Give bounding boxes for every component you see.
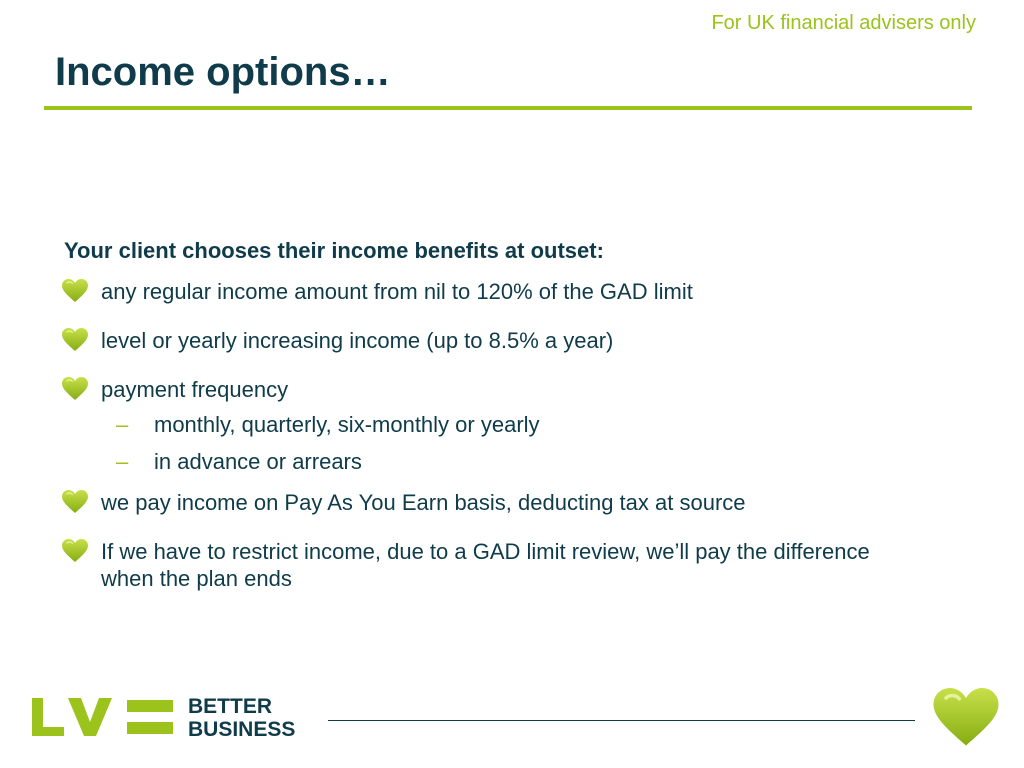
sub-bullet-text: in advance or arrears	[154, 449, 362, 474]
heart-icon	[62, 279, 88, 303]
bullet-item	[64, 376, 924, 475]
brand-tagline	[188, 695, 295, 741]
bullet-text: If we have to restrict income, due to a GAD limit review, we’ll pay the difference when the plan ends	[101, 539, 870, 591]
heart-icon	[62, 490, 88, 514]
bullet-item	[64, 278, 924, 305]
heart-icon	[933, 688, 999, 748]
sub-bullet-item	[101, 448, 924, 475]
tagline-line-2: BUSINESS	[188, 718, 296, 741]
title-divider	[44, 106, 972, 110]
heart-icon	[62, 539, 88, 563]
bullet-item	[64, 538, 924, 592]
sub-bullet-text: monthly, quarterly, six-monthly or yearly	[154, 412, 540, 437]
bullet-text: any regular income amount from nil to 120% of the GAD limit	[101, 279, 693, 304]
disclaimer-text: For UK financial advisers only	[711, 12, 976, 34]
lv-logo	[30, 696, 175, 738]
footer-divider	[328, 720, 915, 721]
bullet-item	[64, 489, 924, 516]
dash-bullet: –	[116, 449, 129, 474]
bullet-text: level or yearly increasing income (up to 8.5% a year)	[101, 328, 614, 353]
heart-icon	[62, 377, 88, 401]
content-body	[64, 238, 924, 614]
bullet-text: we pay income on Pay As You Earn basis, deducting tax at source	[101, 490, 746, 515]
lead-text: Your client chooses their income benefits at outset:	[64, 238, 604, 263]
page-title: Income options…	[55, 50, 391, 94]
sub-bullet-list	[101, 411, 924, 475]
dash-bullet: –	[116, 412, 129, 437]
heart-icon	[62, 328, 88, 352]
sub-bullet-item	[101, 411, 924, 438]
bullet-list	[64, 278, 924, 592]
bullet-text: payment frequency	[101, 377, 289, 402]
bullet-item	[64, 327, 924, 354]
tagline-line-1: BETTER	[188, 695, 272, 718]
